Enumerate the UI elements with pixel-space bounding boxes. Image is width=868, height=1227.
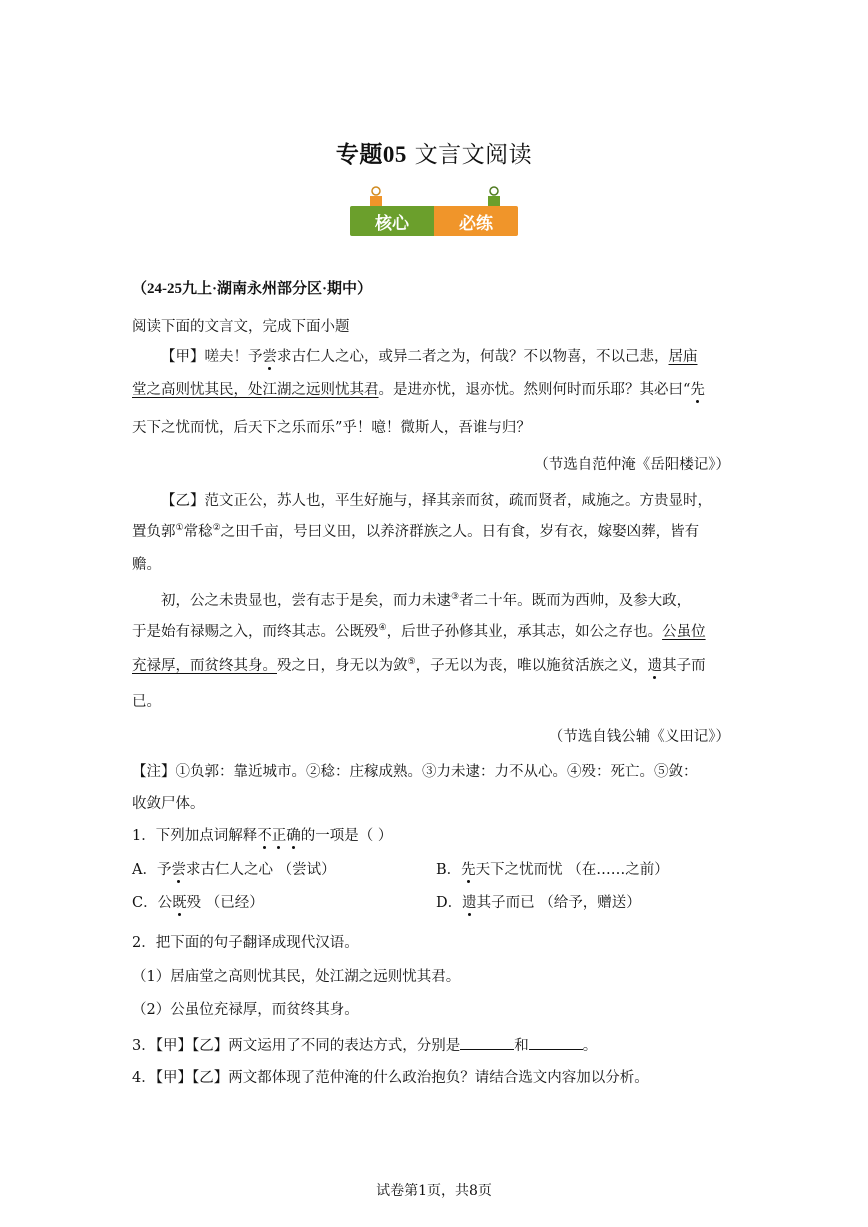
title-topic-name: 文言文阅读: [414, 142, 533, 168]
text-span: 。: [582, 1038, 598, 1054]
dotted-word: 遗: [647, 658, 663, 674]
passage-yi-line: [132, 622, 706, 642]
dotted-word: 尝: [171, 862, 186, 878]
footnote-marker: ②: [212, 523, 221, 534]
dotted-word: 不: [257, 828, 272, 844]
binder-clip-icon: [368, 186, 384, 208]
underlined-sentence: 堂之高则忧其民，处江湖之远则忧其君: [132, 382, 379, 398]
dotted-word: 尝: [262, 349, 277, 365]
dotted-word: 先: [461, 862, 476, 878]
text-span: B．: [436, 862, 462, 878]
text-span: A．予: [132, 862, 172, 878]
text-span: ，后世子孙修其业，承其志，如公之存也。: [386, 624, 663, 640]
underlined-sentence: 充禄厚，而贫终其身。: [132, 658, 277, 674]
answer-blank[interactable]: [529, 1035, 583, 1050]
core-practice-badge: [350, 186, 518, 250]
text-span: 者二十年。既而为西帅，及参大政，: [459, 593, 692, 609]
text-span: ，子无以为丧，唯以施贫活族之义，: [415, 658, 648, 674]
dotted-word: 先: [690, 382, 705, 398]
page-title: [0, 136, 868, 169]
question-3: [132, 1035, 597, 1056]
passage-yi-line: [161, 591, 691, 611]
text-span: 置负郭: [132, 524, 176, 540]
text-span: 3．【甲】【乙】两文运用了不同的表达方式，分别是: [132, 1038, 461, 1054]
annotation-line: 【注】①负郭：靠近城市。②稔：庄稼成熟。③力未逮：力不从心。④殁：死亡。⑤敛：: [132, 764, 698, 780]
text-span: 【甲】嗟夫！予: [161, 349, 263, 365]
text-span: 的一项是（ ）: [300, 828, 393, 844]
dotted-word: 正: [271, 828, 287, 844]
badge-label-practice: 必练: [434, 206, 518, 236]
question-2-sentence-2: （2）公虽位充禄厚，而贫终其身。: [132, 1002, 359, 1018]
passage-yi-line: 赡。: [132, 557, 161, 573]
text-span: 天下之忧而忧 （在……之前）: [475, 862, 669, 878]
passage-yi-line: 【乙】范文正公，苏人也，平生好施与，择其亲而贫，疏而贤者，咸施之。方贵显时，: [161, 493, 712, 509]
option-d[interactable]: [436, 893, 641, 913]
title-topic-number: 专题05: [335, 142, 407, 167]
text-span: 其子而已 （给予，赠送）: [476, 895, 641, 911]
binder-clip-icon: [486, 186, 502, 208]
text-span: 求古仁人之心 （尝试）: [185, 862, 336, 878]
badge-label-core: 核心: [350, 206, 434, 236]
option-a[interactable]: [132, 860, 336, 880]
text-span: 于是始有禄赐之入，而终其志。公既殁: [132, 624, 379, 640]
option-b[interactable]: [436, 860, 669, 880]
question-2-sentence-1: （1）居庙堂之高则忧其民，处江湖之远则忧其君。: [132, 969, 461, 985]
text-span: 之田千亩，号曰义田，以养济群族之人。日有食，岁有衣，嫁娶凶葬，皆有: [220, 524, 700, 540]
question-4: 4．【甲】【乙】两文都体现了范仲淹的什么政治抱负？请结合选文内容加以分析。: [132, 1070, 649, 1086]
passage-jia-line: [161, 347, 698, 367]
text-span: D．: [436, 895, 463, 911]
passage-yi-line: 已。: [132, 694, 161, 710]
dotted-word: 既: [172, 895, 187, 911]
text-span: 殁 （已经）: [186, 895, 264, 911]
instruction: 阅读下面的文言文，完成下面小题: [132, 319, 350, 335]
text-span: 1．下列加点词解释: [132, 828, 258, 844]
footnote-marker: ④: [378, 623, 387, 634]
passage-yi-line: [132, 522, 699, 542]
footnote-marker: ①: [175, 523, 184, 534]
passage-yi-line: [132, 656, 706, 676]
text-span: 殁之日，身无以为敛: [277, 658, 408, 674]
text-span: C．公: [132, 895, 173, 911]
passage-jia-citation: （节选自范仲淹《岳阳楼记》）: [534, 457, 730, 473]
passage-yi-citation: （节选自钱公辅《义田记》）: [548, 729, 730, 745]
text-span: 求古仁人之心，或异二者之为，何哉？不以物喜，不以己悲，: [277, 349, 669, 365]
page-footer: 试卷第1页，共8页: [376, 1183, 492, 1199]
text-span: 和: [514, 1038, 529, 1054]
underlined-sentence: 公虽位: [662, 624, 706, 640]
exam-source: （24-25九上·湖南永州部分区·期中）: [132, 281, 373, 297]
answer-blank[interactable]: [460, 1035, 514, 1050]
text-span: 初，公之未贵显也，尝有志于是矣，而力未逮: [161, 593, 451, 609]
footnote-marker: ③: [451, 592, 460, 603]
passage-jia-line: [132, 380, 705, 400]
text-span: 常稔: [183, 524, 213, 540]
passage-jia-line: 天下之忧而忧，后天下之乐而乐”乎！噫！微斯人，吾谁与归？: [132, 420, 531, 436]
text-span: 。是进亦忧，退亦忧。然则何时而乐耶？其必曰“: [378, 382, 691, 398]
footnote-marker: ⑤: [407, 657, 416, 668]
dotted-word: 确: [286, 828, 301, 844]
question-1-stem: [132, 826, 392, 846]
text-span: 其子而: [662, 658, 706, 674]
question-2-stem: 2．把下面的句子翻译成现代汉语。: [132, 935, 359, 951]
underlined-sentence: 居庙: [668, 349, 698, 365]
option-c[interactable]: [132, 893, 264, 913]
dotted-word: 遗: [462, 895, 477, 911]
annotation-line: 收敛尸体。: [132, 796, 205, 812]
